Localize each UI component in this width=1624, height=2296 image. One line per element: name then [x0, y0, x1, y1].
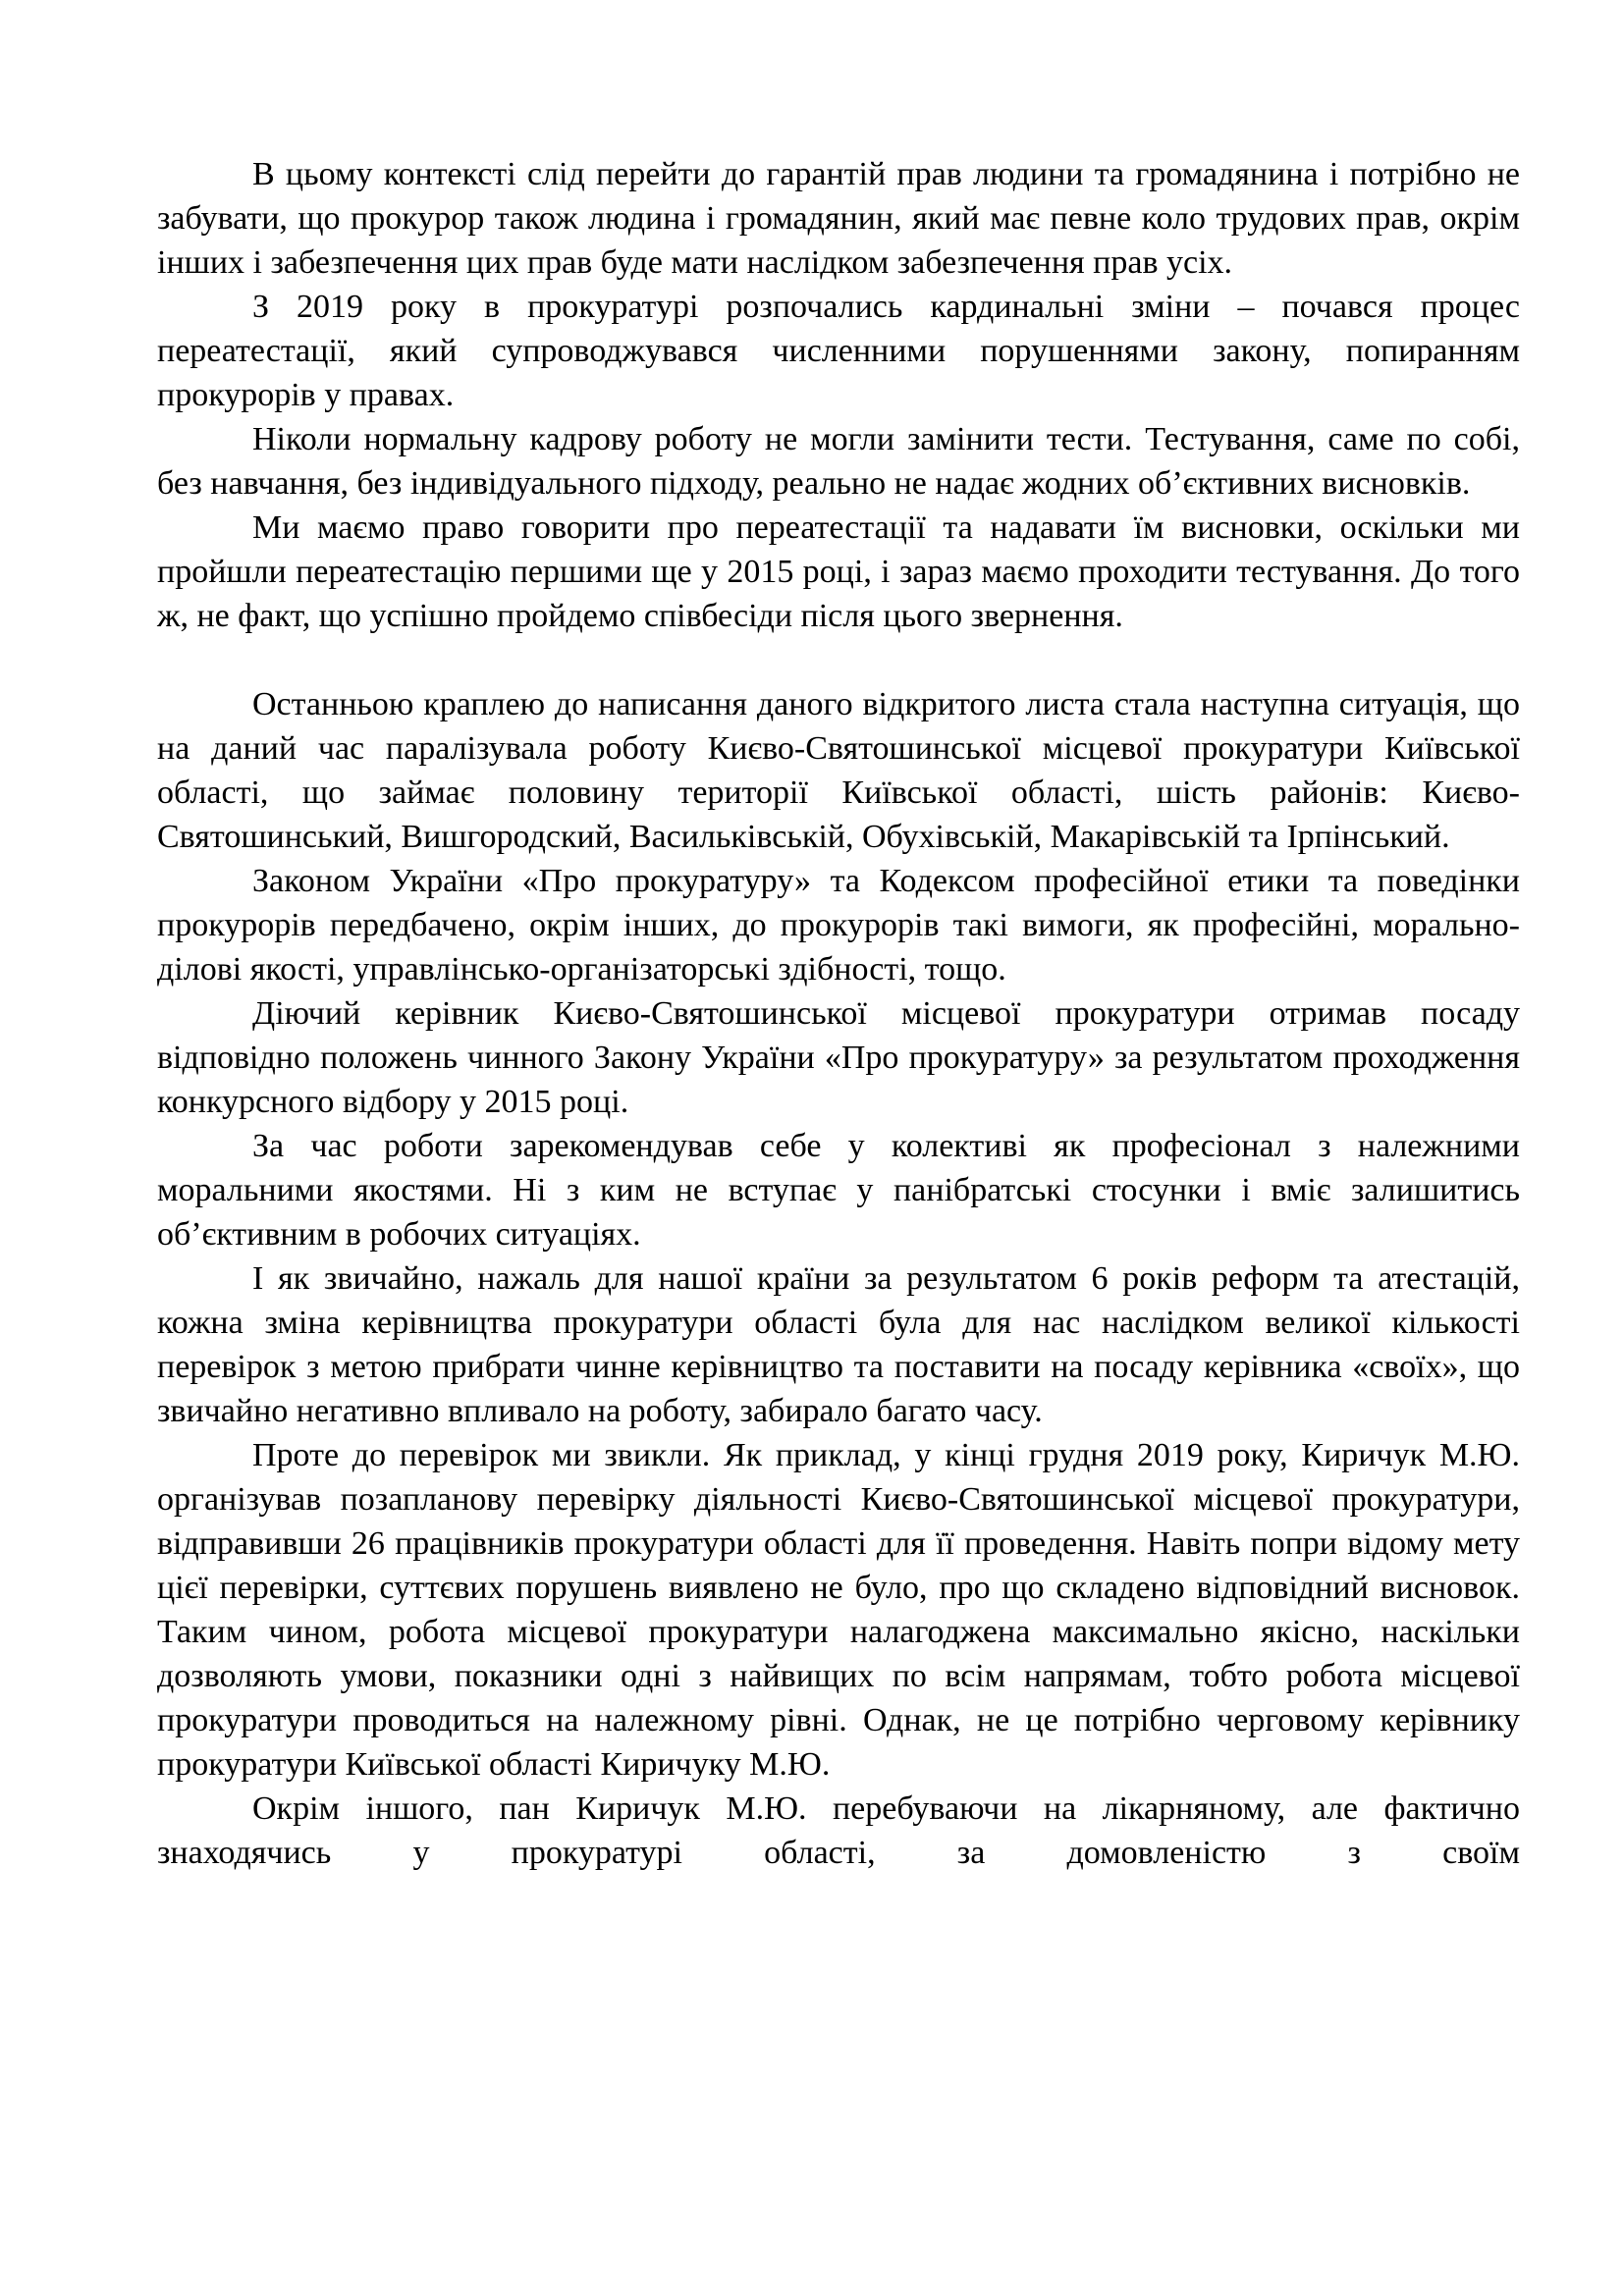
paragraph-6: Законом України «Про прокуратуру» та Кодексом професійної етики та поведінки прокурорів передбачено, окрім інших, до прокурорів такі вимоги, як професійні, морально-ділові якості, управлінсько-організаторські здібності, тощо. [157, 863, 1520, 988]
paragraph-2: З 2019 року в прокуратурі розпочались кардинальні зміни – почався процес переатестації, який супроводжувався численними порушеннями закону, попиранням прокурорів у правах. [157, 289, 1520, 413]
paragraph-3: Ніколи нормальну кадрову роботу не могли замінити тести. Тестування, саме по собі, без навчання, без індивідуального підходу, реально не надає жодних об’єктивних висновків. [157, 421, 1520, 502]
paragraph-1: В цьому контексті слід перейти до гарантій прав людини та громадянина і потрібно не забувати, що прокурор також людина і громадянин, який має певне коло трудових прав, окрім інших і забезпечення цих прав буде мати наслідком забезпечення прав усіх. [157, 156, 1520, 281]
document-body [157, 152, 1520, 1875]
paragraph-8: За час роботи зарекомендував себе у колективі як професіонал з належними моральними якостями. Ні з ким не вступає у панібратські стосунки і вміє залишитись об’єктивним в робочих ситуаціях. [157, 1128, 1520, 1253]
paragraph-7: Діючий керівник Києво-Святошинської місцевої прокуратури отримав посаду відповідно положень чинного Закону України «Про прокуратуру» за результатом проходження конкурсного відбору у 2015 році. [157, 995, 1520, 1120]
paragraph-10: Проте до перевірок ми звикли. Як приклад, у кінці грудня 2019 року, Киричук М.Ю. організував позапланову перевірку діяльності Києво-Святошинської місцевої прокуратури, відправивши 26 працівників прокуратури області для її проведення. Навіть попри відому мету цієї перевірки, суттєвих порушень виявлено не було, про що складено відповідний висновок. Таким чином, робота місцевої прокуратури налагоджена максимально якісно, наскільки дозволяють умови, показники одні з найвищих по всім напрямам, тобто робота місцевої прокуратури проводиться на належному рівні. Однак, не це потрібно черговому керівнику прокуратури Київської області Киричуку М.Ю. [157, 1437, 1520, 1783]
paragraph-11: Окрім іншого, пан Киричук М.Ю. перебуваючи на лікарняному, але фактично знаходячись у прокуратурі області, за домовленістю з своїм [157, 1790, 1520, 1871]
paragraph-5: Останньою краплею до написання даного відкритого листа стала наступна ситуація, що на даний час паралізувала роботу Києво-Святошинської місцевої прокуратури Київської області, що займає половину території Київської області, шість районів: Києво-Святошинський, Вишгородский, Васильківській, Обухівській, Макарівській та Ірпінський. [157, 686, 1520, 855]
paragraph-9: І як звичайно, нажаль для нашої країни за результатом 6 років реформ та атестацій, кожна зміна керівництва прокуратури області була для нас наслідком великої кількості перевірок з метою прибрати чинне керівництво та поставити на посаду керівника «своїх», що звичайно негативно впливало на роботу, забирало багато часу. [157, 1260, 1520, 1429]
paragraph-4: Ми маємо право говорити про переатестації та надавати їм висновки, оскільки ми пройшли переатестацію першими ще у 2015 році, і зараз маємо проходити тестування. До того ж, не факт, що успішно пройдемо співбесіди після цього звернення. [157, 509, 1520, 634]
